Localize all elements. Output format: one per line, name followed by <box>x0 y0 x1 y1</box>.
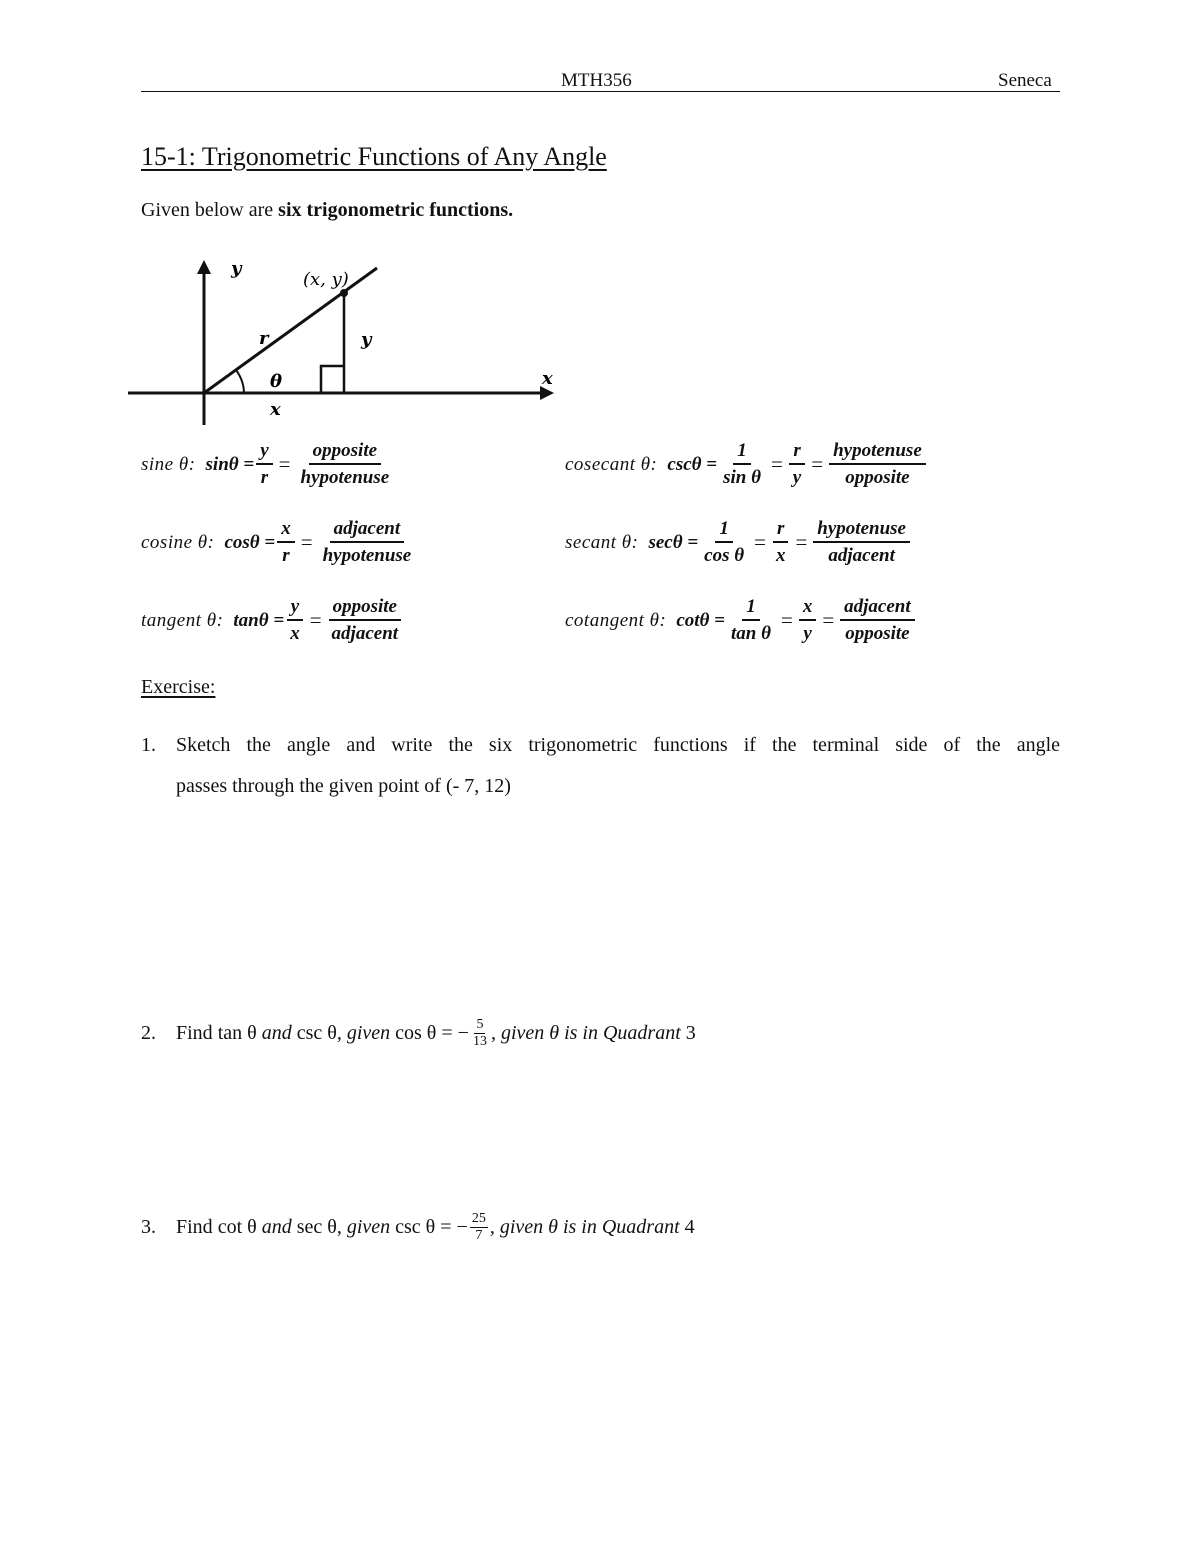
school-name: Seneca <box>998 70 1052 91</box>
frac-den: 13 <box>472 1033 487 1049</box>
tangent-row <box>141 596 404 645</box>
frac-num: x <box>277 518 295 543</box>
frac-num: x <box>799 596 817 621</box>
cosecant-frac-recip <box>719 440 765 489</box>
find-word: Find <box>176 1215 213 1238</box>
hyp-label: r <box>259 328 269 349</box>
frac-den: opposite <box>845 623 910 644</box>
cotangent-frac-xy <box>799 596 817 645</box>
exercise-3-text <box>176 1206 695 1248</box>
cosecant-row <box>565 440 928 489</box>
sine-frac-words <box>297 440 394 489</box>
sine-label: sine θ: <box>141 453 196 475</box>
quadrant-number: 4 <box>684 1215 695 1238</box>
course-code: MTH356 <box>561 70 632 91</box>
frac-num: opposite <box>309 440 381 465</box>
tangent-frac-xy <box>286 596 304 645</box>
frac-den: r <box>282 545 290 566</box>
frac-num: hypotenuse <box>813 518 910 543</box>
intro-line <box>141 199 513 222</box>
equals: = <box>780 608 793 632</box>
frac-den: hypotenuse <box>322 545 412 566</box>
secant-frac-recip <box>700 518 748 567</box>
frac-num: y <box>256 440 272 465</box>
terminal-side <box>204 268 377 393</box>
equals: = <box>309 608 322 632</box>
equals: = <box>811 452 824 476</box>
frac-num: 1 <box>715 518 733 543</box>
frac-num: r <box>789 440 804 465</box>
cosine-name: cosθ = <box>224 531 276 553</box>
secant-frac-xy <box>772 518 790 567</box>
cosecant-label: cosecant θ: <box>565 453 658 475</box>
cosecant-name: cscθ = <box>667 453 718 475</box>
point-label: (x, y) <box>303 269 349 290</box>
condition: csc θ = − <box>395 1215 468 1238</box>
given-word: , given <box>336 1021 391 1044</box>
equals: = <box>754 530 766 554</box>
equals: = <box>822 608 835 632</box>
tangent-frac-words <box>328 596 403 645</box>
cosine-frac-xy <box>277 518 295 567</box>
quadrant-text: , given θ is in Quadrant <box>490 1021 681 1044</box>
and-word: and <box>261 1021 292 1044</box>
equals: = <box>300 530 313 554</box>
secant-row <box>565 518 912 567</box>
intro-bold: six trigonometric functions. <box>278 199 514 221</box>
given-fraction <box>470 1211 488 1244</box>
quadrant-number: 3 <box>685 1021 696 1044</box>
frac-den: y <box>792 467 802 488</box>
given-fraction <box>471 1017 489 1050</box>
given-word: , given <box>336 1215 391 1238</box>
triangle-diagram <box>120 250 570 430</box>
frac-num: adjacent <box>840 596 915 621</box>
func-2: csc θ <box>296 1021 337 1044</box>
equals: = <box>770 452 783 476</box>
adj-label: x <box>270 399 281 420</box>
cosine-row <box>141 518 417 567</box>
frac-num: opposite <box>329 596 401 621</box>
cotangent-frac-words <box>840 596 915 645</box>
frac-den: r <box>260 467 269 488</box>
exercise-2-text <box>176 1012 696 1054</box>
frac-den: hypotenuse <box>300 467 390 488</box>
frac-den: adjacent <box>828 545 895 566</box>
equals: = <box>278 452 291 476</box>
right-angle-mark <box>321 366 344 393</box>
exercise-1-line1: Sketch the angle and write the six trigonometric functions if the terminal side of the angle <box>176 734 1060 756</box>
quadrant-text: , given θ is in Quadrant <box>489 1215 680 1238</box>
frac-den: x <box>290 623 300 644</box>
point-marker <box>340 289 348 297</box>
exercise-heading: Exercise: <box>141 676 216 698</box>
cotangent-label: cotangent θ: <box>565 609 667 631</box>
exercise-2-number: 2. <box>141 1022 156 1044</box>
sine-row <box>141 440 395 489</box>
frac-den: y <box>803 623 812 644</box>
frac-den: x <box>775 545 786 566</box>
frac-num: adjacent <box>330 518 405 543</box>
cosine-label: cosine θ: <box>141 531 215 553</box>
secant-frac-words <box>813 518 910 567</box>
angle-label: θ <box>270 371 283 392</box>
frac-den: cos θ <box>704 545 745 566</box>
tangent-label: tangent θ: <box>141 609 224 631</box>
equals: = <box>795 530 808 554</box>
frac-num: y <box>287 596 303 621</box>
intro-text: Given below are <box>141 199 279 221</box>
cotangent-row <box>565 596 917 645</box>
header-rule <box>141 91 1060 92</box>
tangent-name: tanθ = <box>233 609 285 631</box>
cotangent-name: cotθ = <box>676 609 725 631</box>
y-axis-label: y <box>231 258 242 279</box>
find-word: Find <box>176 1021 213 1044</box>
sine-frac-xy <box>256 440 272 489</box>
sine-name: sinθ = <box>205 453 255 475</box>
condition: cos θ = − <box>395 1021 469 1044</box>
cotangent-frac-recip <box>727 596 775 645</box>
and-word: and <box>261 1215 292 1238</box>
frac-den: opposite <box>845 467 910 488</box>
frac-den: sin θ <box>723 467 761 488</box>
frac-den: tan θ <box>731 623 771 644</box>
frac-num: 5 <box>476 1016 484 1032</box>
x-axis-label: x <box>542 368 553 389</box>
angle-arc <box>236 370 244 393</box>
opp-label: y <box>361 329 372 350</box>
y-axis-arrow-icon <box>197 260 211 274</box>
frac-num: hypotenuse <box>829 440 926 465</box>
frac-num: r <box>773 518 788 543</box>
frac-num: 1 <box>742 596 760 621</box>
secant-name: secθ = <box>648 531 699 553</box>
frac-den: adjacent <box>331 623 399 644</box>
exercise-3-number: 3. <box>141 1216 156 1238</box>
frac-num: 1 <box>733 440 751 465</box>
frac-den: 7 <box>475 1227 483 1243</box>
func-1: tan θ <box>217 1021 257 1044</box>
cosine-frac-words <box>319 518 416 567</box>
exercise-1-number: 1. <box>141 734 156 756</box>
func-2: sec θ <box>296 1215 337 1238</box>
frac-num: 25 <box>471 1210 486 1226</box>
cosecant-frac-words <box>829 440 926 489</box>
page-title: 15-1: Trigonometric Functions of Any Angle <box>141 142 607 171</box>
func-1: cot θ <box>217 1215 257 1238</box>
exercise-1-line2: passes through the given point of (- 7, 12) <box>176 775 511 797</box>
secant-label: secant θ: <box>565 531 639 553</box>
cosecant-frac-xy <box>789 440 805 489</box>
